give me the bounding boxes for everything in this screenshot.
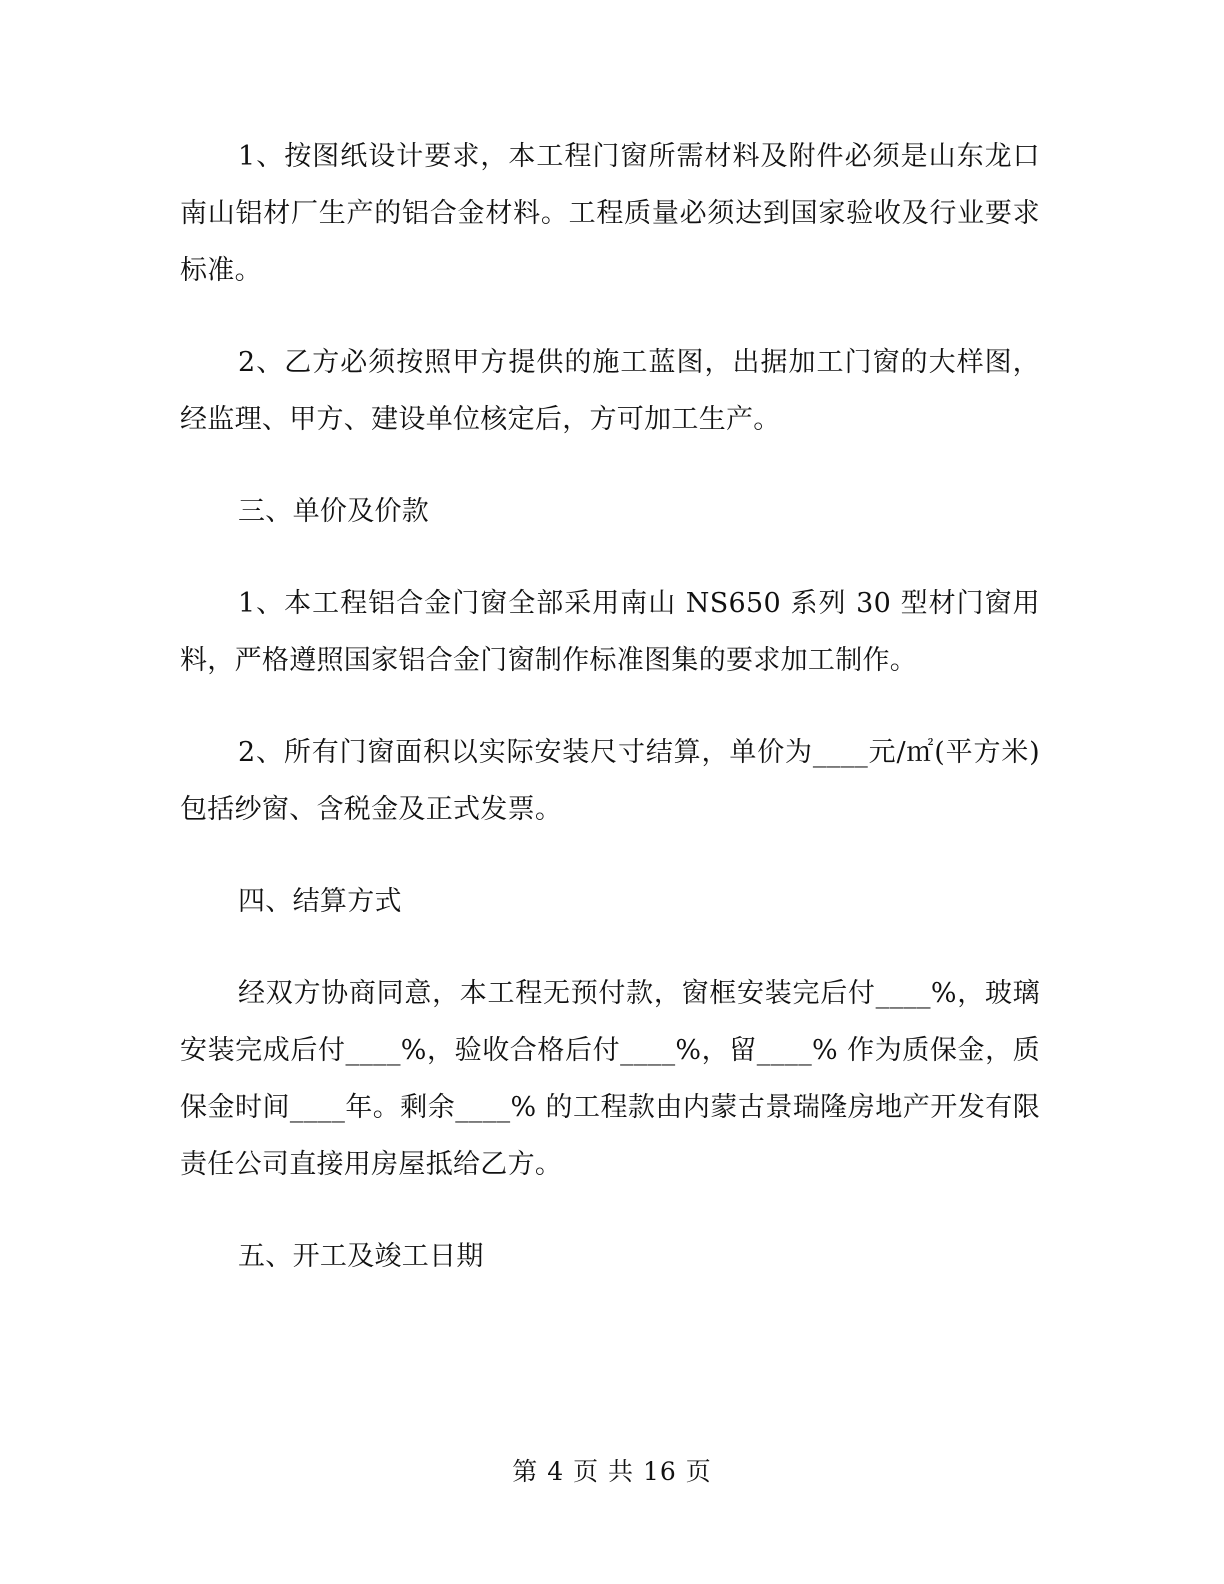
clause-price-2-unit-price: 2、所有门窗面积以实际安装尺寸结算，单价为____元/㎡(平方米)包括纱窗、含税金及正式发票。 <box>180 737 1040 825</box>
document-body <box>180 128 1040 1320</box>
clause-price-1-material-spec: 1、本工程铝合金门窗全部采用南山 NS650 系列 30 型材门窗用料，严格遵照国家铝合金门窗制作标准图集的要求加工制作。 <box>180 588 1040 676</box>
page-number-footer: 第 4 页 共 16 页 <box>512 1457 712 1486</box>
section-heading-settlement: 四、结算方式 <box>238 886 402 917</box>
clause-1-material: 1、按图纸设计要求，本工程门窗所需材料及附件必须是山东龙口南山铝材厂生产的铝合金材料。工程质量必须达到国家验收及行业要求标准。 <box>180 141 1040 286</box>
clause-settlement-terms: 经双方协商同意，本工程无预付款，窗框安装完后付____%，玻璃安装完成后付____%，验收合格后付____%，留____% 作为质保金，质保金时间____年。剩余____% 的工程款由内蒙古景瑞隆房地产开发有限责任公司直接用房屋抵给乙方。 <box>180 978 1040 1180</box>
clause-2-drawings: 2、乙方必须按照甲方提供的施工蓝图，出据加工门窗的大样图，经监理、甲方、建设单位核定后，方可加工生产。 <box>180 347 1040 435</box>
section-heading-unit-price: 三、单价及价款 <box>238 496 430 527</box>
section-heading-schedule: 五、开工及竣工日期 <box>238 1241 484 1272</box>
